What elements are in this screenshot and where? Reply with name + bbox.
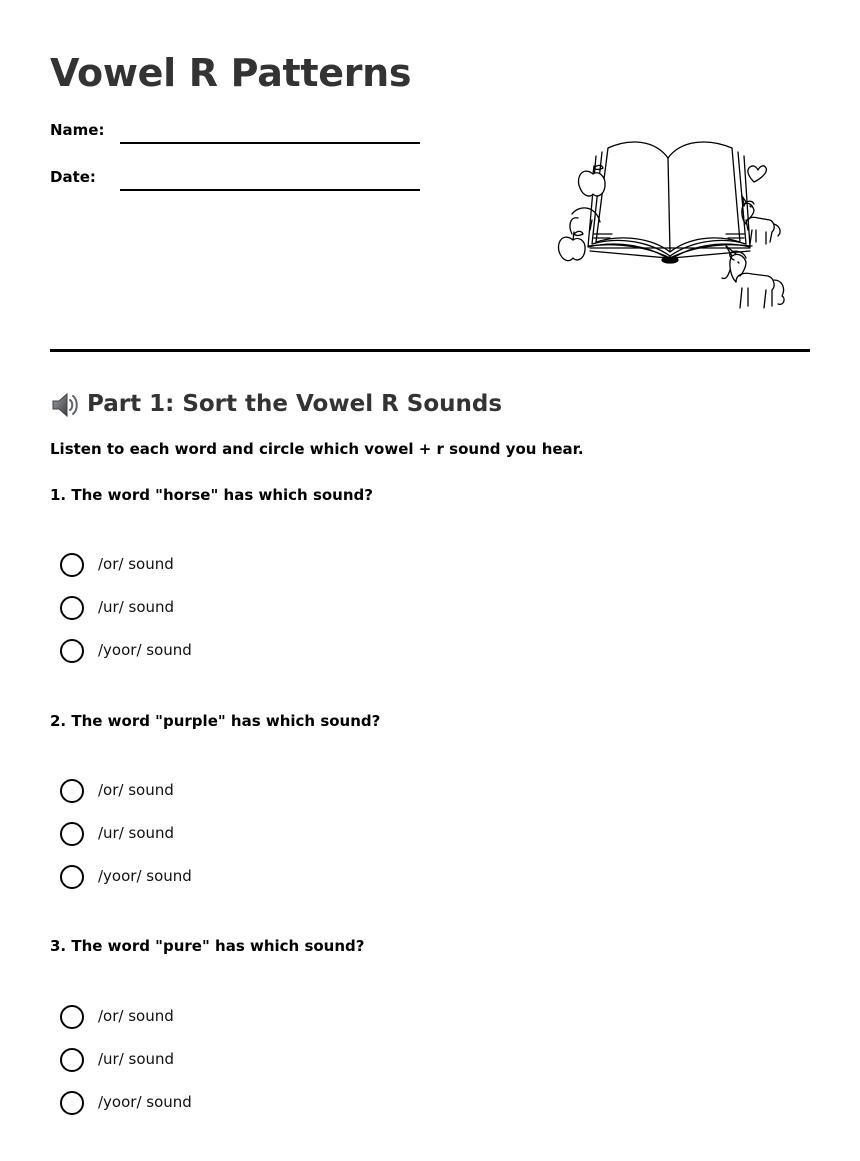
answer-label: /yoor/ sound [98, 1093, 192, 1111]
date-field-row [50, 168, 430, 198]
answer-option[interactable] [60, 778, 360, 804]
open-book-icon [588, 142, 752, 263]
part1-title: Part 1: Sort the Vowel R Sounds [87, 391, 503, 417]
answer-option[interactable] [60, 1090, 360, 1116]
answer-label: /yoor/ sound [98, 641, 192, 659]
unicorn-icon [722, 246, 784, 308]
name-label: Name: [50, 121, 105, 139]
answer-option[interactable] [60, 552, 360, 578]
apple-icon [558, 165, 605, 260]
answer-label: /ur/ sound [98, 1050, 175, 1068]
unicorn-icon [742, 196, 780, 244]
answer-circle[interactable] [60, 596, 84, 620]
name-field-row [50, 121, 430, 151]
answer-circle[interactable] [60, 779, 84, 803]
answer-circle[interactable] [60, 1005, 84, 1029]
part1-instructions: Listen to each word and circle which vowel + r sound you hear. [50, 440, 584, 458]
date-label: Date: [50, 168, 96, 186]
page-title: Vowel R Patterns [50, 51, 412, 95]
heart-icon [748, 166, 766, 182]
answer-option[interactable] [60, 1004, 360, 1030]
answer-option[interactable] [60, 638, 360, 664]
book-illustration [550, 130, 795, 315]
question-text: 1. The word "horse" has which sound? [50, 486, 373, 504]
question-text: 2. The word "purple" has which sound? [50, 712, 381, 730]
answer-label: /or/ sound [98, 781, 174, 799]
answer-label: /ur/ sound [98, 598, 175, 616]
answer-circle[interactable] [60, 639, 84, 663]
answer-circle[interactable] [60, 1048, 84, 1072]
answer-circle[interactable] [60, 553, 84, 577]
answer-label: /or/ sound [98, 555, 174, 573]
answer-circle[interactable] [60, 865, 84, 889]
answer-label: /yoor/ sound [98, 867, 192, 885]
answer-option[interactable] [60, 821, 360, 847]
date-line[interactable] [120, 189, 420, 191]
part1-header [50, 388, 750, 420]
answer-option[interactable] [60, 864, 360, 890]
answer-circle[interactable] [60, 1091, 84, 1115]
section-divider [50, 349, 810, 352]
answer-option[interactable] [60, 1047, 360, 1073]
name-line[interactable] [120, 142, 420, 144]
speaker-icon [50, 390, 80, 420]
question-text: 3. The word "pure" has which sound? [50, 937, 365, 955]
answer-circle[interactable] [60, 822, 84, 846]
answer-label: /ur/ sound [98, 824, 175, 842]
answer-label: /or/ sound [98, 1007, 174, 1025]
answer-option[interactable] [60, 595, 360, 621]
